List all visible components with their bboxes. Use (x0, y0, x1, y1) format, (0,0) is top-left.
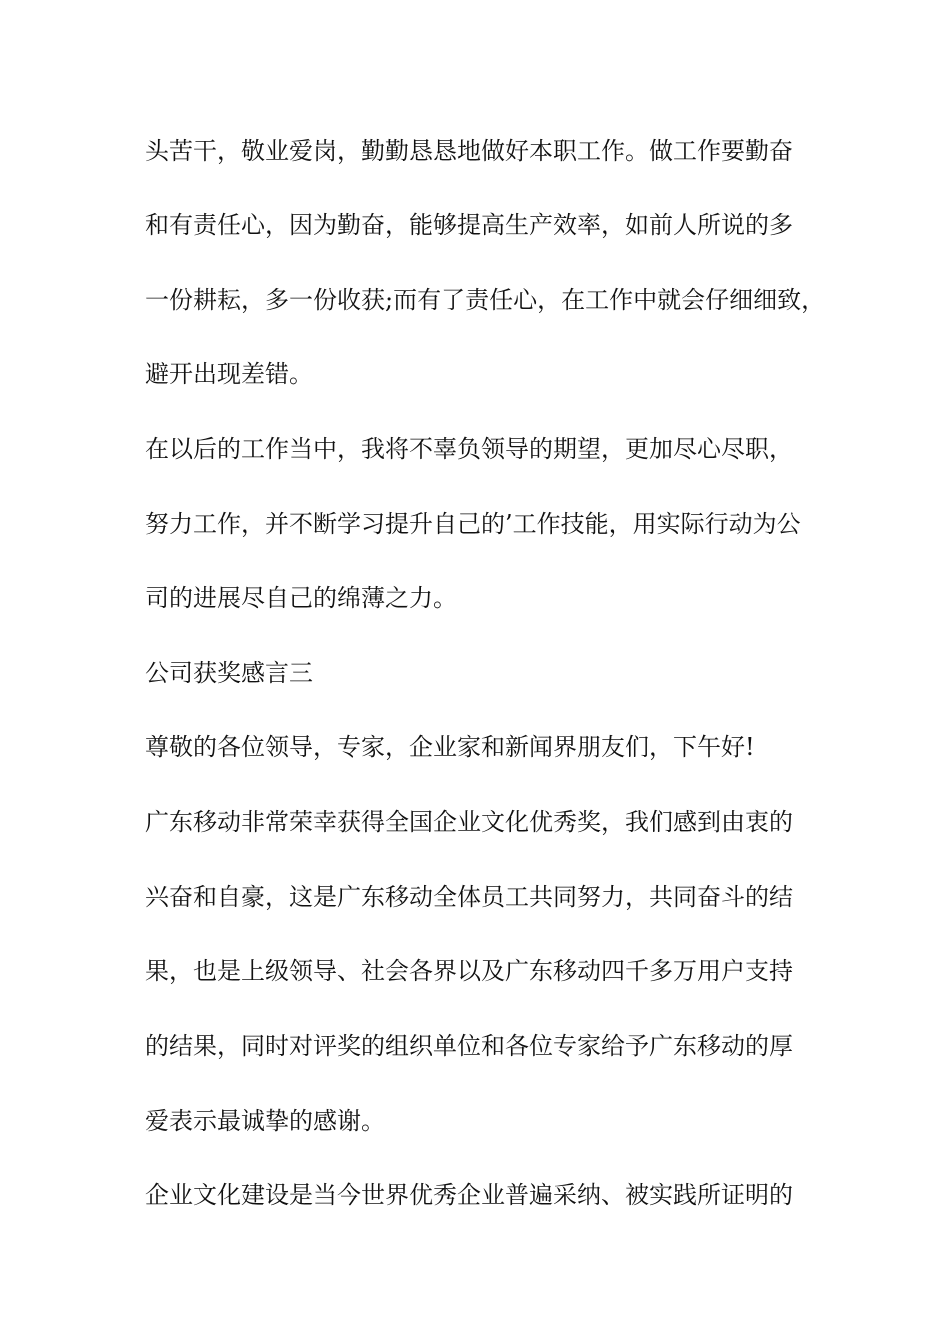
body-text-line: 广东移动非常荣幸获得全国企业文化优秀奖，我们感到由衷的 (145, 808, 793, 836)
body-text-line: 在以后的工作当中，我将不辜负领导的期望，更加尽心尽职， (145, 435, 793, 463)
body-text-line: 努力工作，并不断学习提升自己的’工作技能，用实际行动为公 (145, 510, 801, 538)
body-text-line: 头苦干，敬业爱岗，勤勤恳恳地做好本职工作。做工作要勤奋 (145, 137, 793, 165)
body-text-line: 爱表示最诚挚的感谢。 (145, 1107, 385, 1135)
salutation-line: 尊敬的各位领导，专家，企业家和新闻界朋友们，下午好! (145, 733, 755, 761)
section-heading: 公司获奖感言三 (145, 659, 313, 687)
body-text-line: 和有责任心，因为勤奋，能够提高生产效率，如前人所说的多 (145, 211, 793, 239)
body-text-line: 一份耕耘，多一份收获;而有了责任心，在工作中就会仔细细致， (145, 286, 826, 314)
body-text-line: 企业文化建设是当今世界优秀企业普遍采纳、被实践所证明的 (145, 1181, 793, 1209)
body-text-line: 避开出现差错。 (145, 360, 313, 388)
body-text-line: 兴奋和自豪，这是广东移动全体员工共同努力，共同奋斗的结 (145, 883, 793, 911)
body-text-line: 的结果，同时对评奖的组织单位和各位专家给予广东移动的厚 (145, 1032, 793, 1060)
body-text-line: 司的进展尽自己的绵薄之力。 (145, 584, 457, 612)
body-text-line: 果，也是上级领导、社会各界以及广东移动四千多万用户支持 (145, 957, 793, 985)
